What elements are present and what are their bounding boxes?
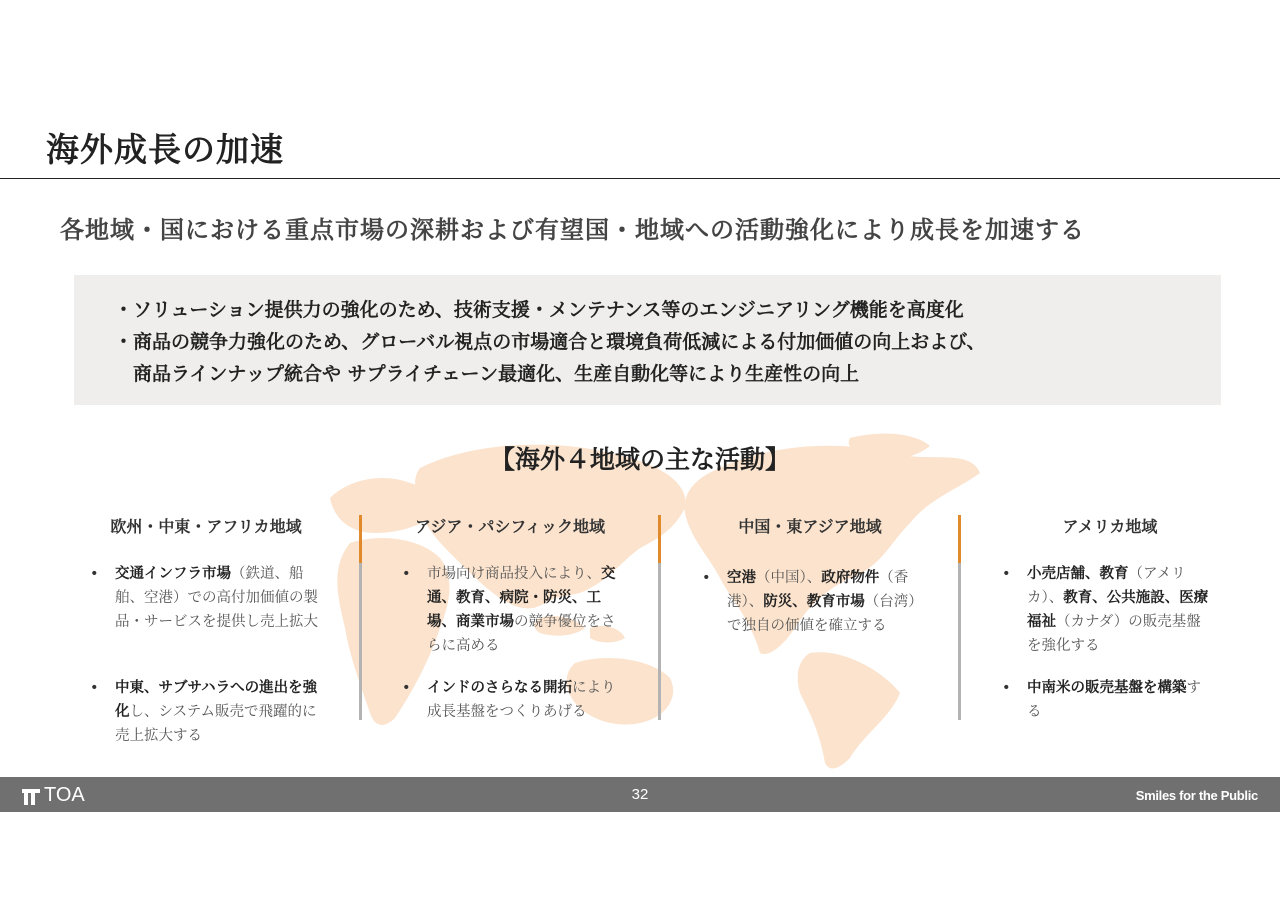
bullet-bold-text: 交通、教育、病院・防災、工場、商業市場 [427,566,616,630]
bullet-dot: • [1002,680,1011,696]
bullet-bold-text: 防災、教育市場 [763,594,865,610]
subtitle: 各地域・国における重点市場の深耕および有望国・地域への活動強化により成長を加速する [60,216,1085,244]
region-asia-pacific [390,514,630,537]
column-divider [359,515,362,720]
region-title: 中国・東アジア地域 [738,517,882,536]
bullet-item [402,562,625,658]
column-divider [958,515,961,720]
title-divider [0,178,1280,179]
bullet-bold-text: 教育、公共施設、医療福祉 [1027,590,1209,630]
bullet-bold-text: 小売店舗、教育 [1027,566,1129,582]
bullet-text: する [1027,680,1201,720]
bullet-dot: • [402,566,411,582]
bullet-bold-text: 空港 [727,570,756,586]
bullet-bold-text: 中南米の販売基盤を構築 [1027,680,1187,696]
summary-line: ・ソリューション提供力の強化のため、技術支援・メンテナンス等のエンジニアリング機能を高度化 [114,299,964,321]
region-emea [86,514,326,537]
bullet-dot: • [702,570,711,586]
bullet-text: （アメリカ）、 [1027,566,1186,606]
bullet-dot: • [90,566,99,582]
bullet-item [90,562,327,634]
page-title: 海外成長の加速 [46,130,284,169]
bullet-dot: • [90,680,99,696]
bullet-dot: • [402,680,411,696]
bullet-text: （中国）、 [756,570,822,586]
bullet-text: 市場向け商品投入により、 [427,566,601,582]
bullet-bold-text: 中東、サブサハラへの進出を強化 [115,680,318,720]
bullet-text: （台湾）で独自の価値を確立する [727,594,923,634]
bullet-bold-text: 政府物件 [821,570,880,586]
divider-accent [958,515,961,563]
bullet-dot: • [1002,566,1011,582]
bullet-item [1002,676,1213,724]
region-americas [990,514,1230,537]
region-china-east-asia [690,514,930,537]
page-number: 32 [631,786,649,803]
bullet-bold-text: インドのさらなる開拓 [427,680,572,696]
summary-line: 商品ラインナップ統合や サプライチェーン最適化、生産自動化等により生産性の向上 [114,363,860,385]
bullet-item [1002,562,1213,658]
region-title: アジア・パシフィック地域 [414,517,606,536]
divider-accent [658,515,661,563]
bullet-text: （鉄道、船舶、空港）での高付加価値の製品・サービスを提供し売上拡大 [115,566,318,630]
tagline: Smiles for the Public [1135,788,1258,803]
footer-bar [0,777,1280,812]
bullet-text: により成長基盤をつくりあげる [427,680,616,720]
bullet-item [402,676,625,724]
summary-box [74,275,1221,405]
section-heading: 【海外４地域の主な活動】 [489,445,790,474]
bullet-item [702,566,925,638]
logo-text: TOA [44,784,85,806]
column-divider [658,515,661,720]
bullet-text: し、システム販売で飛躍的に売上拡大する [115,704,317,744]
region-title: アメリカ地域 [1062,517,1158,536]
bullet-text: （カナダ）の販売基盤を強化する [1027,614,1201,654]
bullet-text: （香港）、 [727,570,909,610]
bullet-item [90,676,327,748]
bullet-text: の競争優位をさらに高める [427,614,616,654]
divider-accent [359,515,362,563]
region-title: 欧州・中東・アフリカ地域 [110,517,302,536]
summary-line: ・商品の競争力強化のため、グローバル視点の市場適合と環境負荷低減による付加価値の向上および、 [114,331,986,353]
bullet-bold-text: 交通インフラ市場 [115,566,231,582]
